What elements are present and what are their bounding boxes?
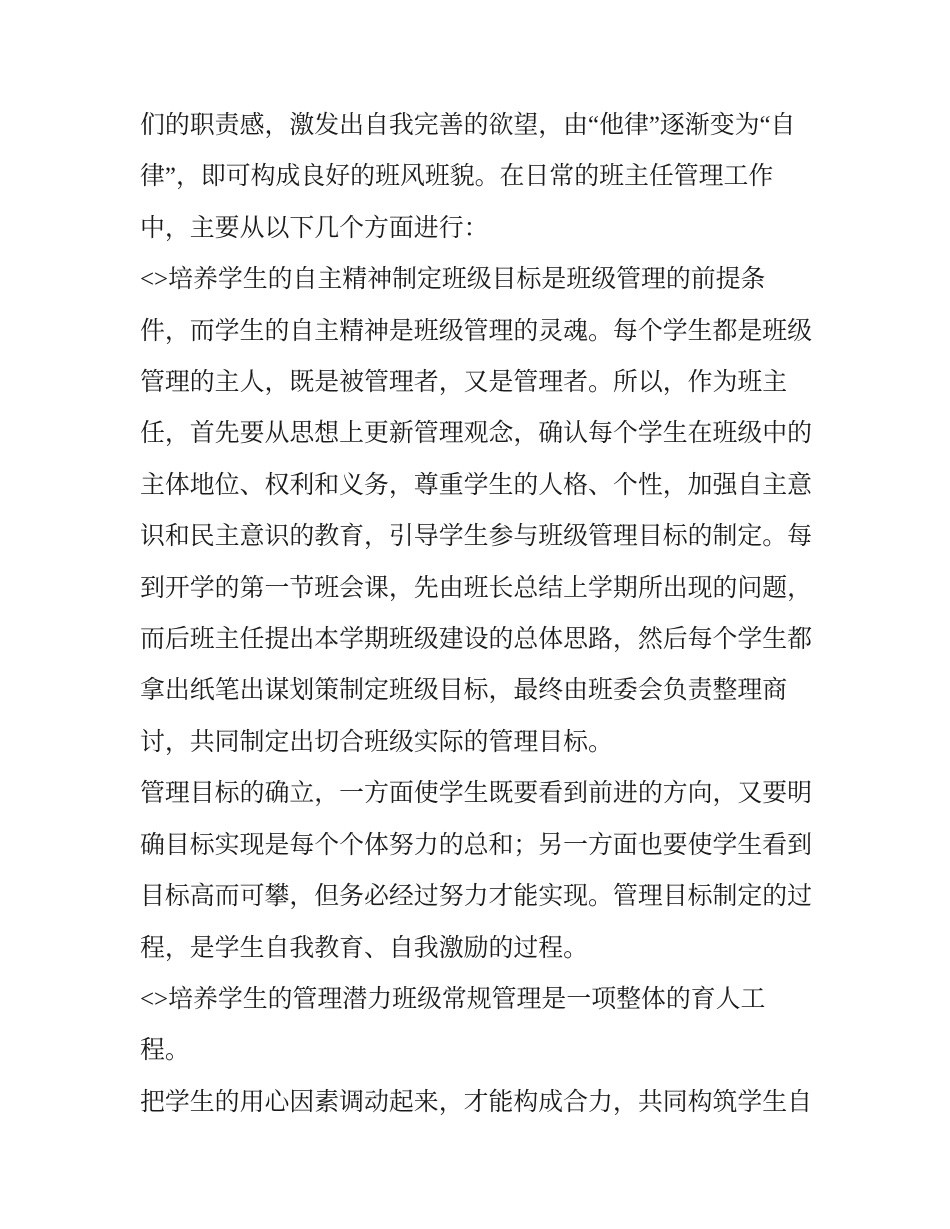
paragraph-4 xyxy=(140,974,820,1077)
paragraph-3 xyxy=(140,768,820,974)
paragraph-1 xyxy=(140,100,820,254)
text-line: 到开学的第一节班会课，先由班长总结上学期所出现的问题， xyxy=(140,574,813,602)
text-line: 管理的主人，既是被管理者，又是管理者。所以，作为班主 xyxy=(140,369,788,397)
text-line: 目标高而可攀，但务必经过努力才能实现。管理目标制定的过 xyxy=(140,883,813,911)
text-line: 管理目标的确立，一方面使学生既要看到前进的方向，又要明 xyxy=(140,780,813,808)
text-line: 中，主要从以下几个方面进行： xyxy=(140,214,489,242)
text-line: 程。 xyxy=(140,1037,190,1065)
document-text-block xyxy=(140,100,820,1128)
text-line: 主体地位、权利和义务，尊重学生的人格、个性，加强自主意 xyxy=(140,471,813,499)
text-line: 而后班主任提出本学期班级建设的总体思路，然后每个学生都 xyxy=(140,626,813,654)
text-line: 拿出纸笔出谋划策制定班级目标，最终由班委会负责整理商 xyxy=(140,677,788,705)
paragraph-5 xyxy=(140,1077,820,1128)
text-line: 程，是学生自我教育、自我激励的过程。 xyxy=(140,934,589,962)
text-line: 律”，即可构成良好的班风班貌。在日常的班主任管理工作 xyxy=(140,163,774,191)
text-line: 们的职责感，激发出自我完善的欲望，由“他律”逐渐变为“自 xyxy=(140,112,796,139)
text-line: 任，首先要从思想上更新管理观念，确认每个学生在班级中的 xyxy=(140,420,813,448)
text-line: 讨，共同制定出切合班级实际的管理目标。 xyxy=(140,728,613,756)
text-line: 确目标实现是每个个体努力的总和；另一方面也要使学生看到 xyxy=(140,831,813,859)
text-line: <>培养学生的管理潜力班级常规管理是一项整体的育人工 xyxy=(140,985,766,1013)
text-line: <>培养学生的自主精神制定班级目标是班级管理的前提条 xyxy=(140,266,766,294)
text-line: 把学生的用心因素调动起来，才能构成合力，共同构筑学生自 xyxy=(140,1088,813,1116)
text-line: 件，而学生的自主精神是班级管理的灵魂。每个学生都是班级 xyxy=(140,317,813,345)
paragraph-2 xyxy=(140,254,820,768)
text-line: 识和民主意识的教育，引导学生参与班级管理目标的制定。每 xyxy=(140,523,813,551)
